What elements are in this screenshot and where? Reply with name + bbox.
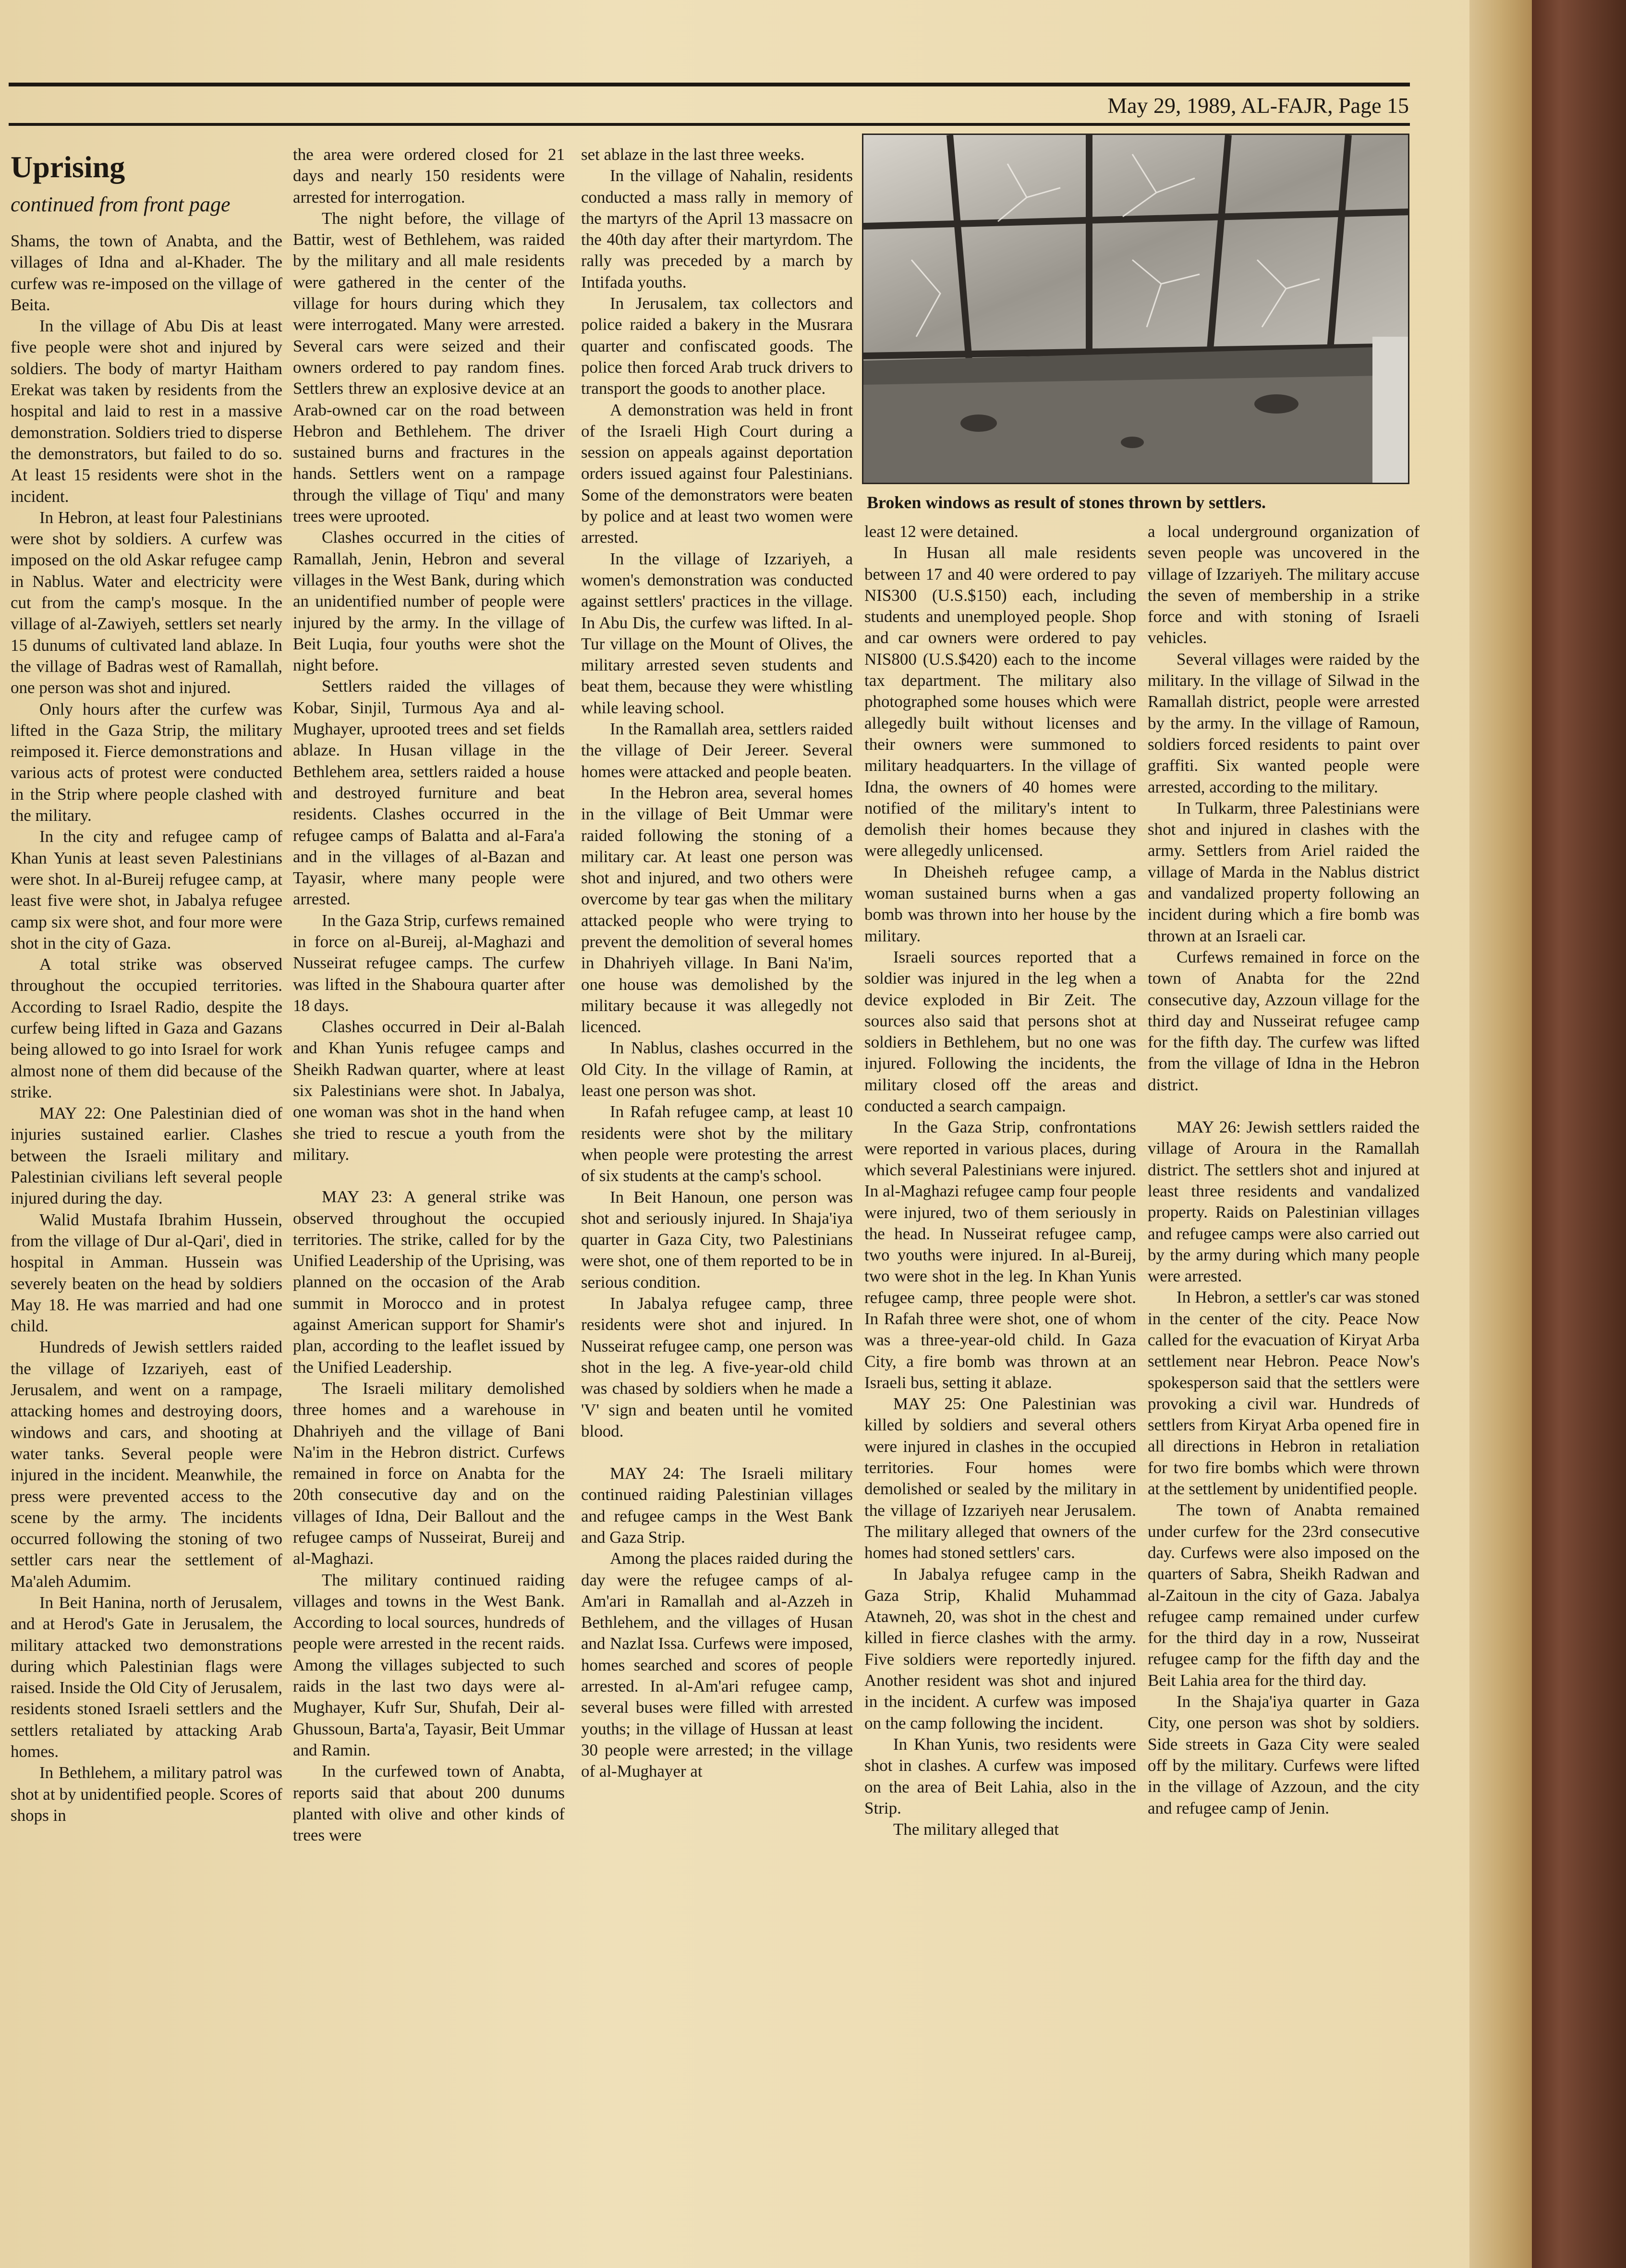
paragraph: In Jabalya refugee camp in the Gaza Strip, Khalid Muhammad Atawneh, 20, was shot in the chest and killed in fierce clashes with the army. Five soldiers were reportedly injured. Another resident was shot and injured in the incident. A curfew was imposed on the camp following the incident. <box>864 1564 1136 1732</box>
page-dateline: May 29, 1989, AL-FAJR, Page 15 <box>1107 93 1409 118</box>
paragraph: In Beit Hanoun, one person was shot and seriously injured. In Shaja'iya quarter in Gaza City, two Palestinians were shot, one of them reported to be in serious condition. <box>581 1187 853 1292</box>
paragraph: In Khan Yunis, two residents were shot in clashes. A curfew was imposed on the area of Beit Lahia, also in the Strip. <box>864 1734 1136 1817</box>
paragraph: set ablaze in the last three weeks. <box>581 145 805 164</box>
paragraph: Settlers raided the villages of Kobar, Sinjil, Turmous Aya and al-Mughayer, uprooted trees and set fields ablaze. In Husan village in the Bethlehem area, settlers raided a house and destroyed furniture and beat residents. Clashes occurred in the refugee camps of Balatta and al-Fara'a and in the villages of al-Bazan and Tayasir, where many people were arrested. <box>293 677 565 909</box>
paragraph: In the Ramallah area, settlers raided the village of Deir Jereer. Several homes were attacked and people beaten. <box>581 719 853 781</box>
paragraph: MAY 25: One Palestinian was killed by soldiers and several others were injured in clashes in the occupied territories. Four homes were demolished or sealed by the military in the village of Izzariyeh near Jerusalem. The military alleged that owners of the homes had stoned settlers' cars. <box>864 1394 1136 1562</box>
article-column-1 <box>11 144 282 2205</box>
paragraph: In the village of Abu Dis at least five people were shot and injured by soldiers. The body of martyr Haitham Erekat was taken by residents from the hospital and laid to rest in a massive demonstration. Soldiers tried to disperse the demonstrators, but failed to do so. At least 15 residents were shot in the incident. <box>11 317 282 506</box>
article-column-4 <box>864 521 1136 2205</box>
paragraph: In the city and refugee camp of Khan Yunis at least seven Palestinians were shot. In al-Bureij refugee camp, at least five were shot, in Jabalya refugee camp six were shot, and four more were shot in the city of Gaza. <box>11 827 282 952</box>
paragraph: In Jabalya refugee camp, three residents were shot and injured. In Nusseirat refugee camp, one person was shot in the leg. A five-year-old child was chased by soldiers when he made a 'V' sign and beaten until he vomited blood. <box>581 1294 853 1440</box>
photo-broken-windows <box>862 134 1409 484</box>
paragraph: In Jerusalem, tax collectors and police raided a bakery in the Musrara quarter and confiscated goods. The police then forced Arab truck drivers to transport the goods to another place. <box>581 294 853 398</box>
paragraph: In the Hebron area, several homes in the village of Beit Ummar were raided following the stoning of a military car. At least one person was shot and injured, and two others were overcome by tear gas when the military attacked people who were trying to prevent the demolition of several homes in Dhahriyeh village. In Bani Na'im, one house was demolished by the military because it was allegedly not licenced. <box>581 783 853 1036</box>
paragraph: The Israeli military demolished three homes and a warehouse in Dhahriyeh and the village of Bani Na'im in the Hebron district. Curfews remained in force on Anabta for the 20th consecutive day and on the villages of Idna, Deir Ballout and the refugee camps of Nusseirat, Bureij and al-Maghazi. <box>293 1378 565 1568</box>
paragraph: In Husan all male residents between 17 and 40 were ordered to pay NIS300 (U.S.$150) each, including students and unemployed people. Shop and car owners were ordered to pay NIS800 (U.S.$420) each to the income tax department. The military also photographed some houses which were allegedly built without licenses and their owners were summoned to military headquarters. In the village of Idna, the owners of 40 homes were notified of the military's intent to demolish their homes because they were allegedly unlicensed. <box>864 543 1136 860</box>
paragraph: the area were ordered closed for 21 days and nearly 150 residents were arrested for interrogation. <box>293 145 565 207</box>
paragraph: In the Gaza Strip, confrontations were reported in various places, during which several Palestinians were injured. In al-Maghazi refugee camp four people were injured, two of them seriously in the head. In Nusseirat refugee camp, two youths were injured. In al-Bureij, two were shot in the leg. In Khan Yunis refugee camp, three people were shot. In Rafah three were shot, one of whom was a three-year-old child. In Gaza City, a fire bomb was thrown at an Israeli bus, setting it ablaze. <box>864 1118 1136 1392</box>
paragraph: In the Shaja'iya quarter in Gaza City, one person was shot by soldiers. Side streets in Gaza City were sealed off by the military. Curfews were lifted in the village of Azzoun, and the city and refugee camp of Jenin. <box>1148 1692 1420 1817</box>
paragraph: In Dheisheh refugee camp, a woman sustained burns when a gas bomb was thrown into her house by the military. <box>864 862 1136 945</box>
paragraph: MAY 23: A general strike was observed throughout the occupied territories. The strike, called for by the Unified Leadership of the Uprising, was planned on the occasion of the Arab summit in Morocco and in protest against American support for Shamir's plan, according to the leaflet issued by the Unified Leadership. <box>293 1187 565 1377</box>
paragraph: Hundreds of Jewish settlers raided the village of Izzariyeh, east of Jerusalem, and went on a rampage, attacking homes and destroying doors, windows and cars, and shooting at water tanks. Several people were injured in the incident. Meanwhile, the press were prevented access to the scene by the army. The incidents occurred following the stoning of two settler cars near the settlement of Ma'aleh Adumim. <box>11 1338 282 1591</box>
paragraph: In Nablus, clashes occurred in the Old City. In the village of Ramin, at least one person was shot. <box>581 1038 853 1100</box>
paragraph: A demonstration was held in front of the Israeli High Court during a session on appeals against deportation orders issued against four Palestinians. Some of the demonstrators were beaten by police and at least two women were arrested. <box>581 400 853 547</box>
paragraph: The town of Anabta remained under curfew for the 23rd consecutive day. Curfews were also imposed on the quarters of Sabra, Sheikh Radwan and al-Zaitoun in the city of Gaza. Jabalya refugee camp remained under curfew for the third day in a row, Nusseirat refugee camp for the fifth day and the Beit Lahia area for the third day. <box>1148 1500 1420 1690</box>
paragraph: In Beit Hanina, north of Jerusalem, and at Herod's Gate in Jerusalem, the military attacked two demonstrations during which Palestinian flags were raised. Inside the Old City of Jerusalem, residents stoned Israeli settlers and the settlers retaliated by attacking Arab homes. <box>11 1593 282 1761</box>
paragraph: In the curfewed town of Anabta, reports said that about 200 dunums planted with olive and other kinds of trees were <box>293 1762 565 1845</box>
article-column-3 <box>581 144 853 2205</box>
paragraph: In Tulkarm, three Palestinians were shot and injured in clashes with the army. Settlers from Ariel raided the village of Marda in the Nablus district and vandalized property following an incident during which a fire bomb was thrown at an Israeli car. <box>1148 798 1420 945</box>
article-column-2 <box>293 144 565 2205</box>
paragraph: least 12 were detained. <box>864 522 1019 541</box>
photo-caption: Broken windows as result of stones thrown by settlers. <box>867 493 1266 512</box>
paragraph: In the village of Nahalin, residents conducted a mass rally in memory of the martyrs of the April 13 massacre on the 40th day after their martyrdom. The rally was preceded by a march by Intifada youths. <box>581 166 853 292</box>
paragraph: In Hebron, at least four Palestinians were shot by soldiers. A curfew was imposed on the old Askar refugee camp in Nablus. Water and electricity were cut from the camp's mosque. In the village of al-Zawiyeh, settlers set nearly 15 dunums of cultivated land ablaze. In the village of Badras west of Ramallah, one person was shot and injured. <box>11 508 282 697</box>
paragraph: a local underground organization of seven people was uncovered in the village of Izzariyeh. The military accuse the seven of membership in a strike force and with stoning of Israeli vehicles. <box>1148 522 1420 647</box>
book-cover-edge <box>1532 0 1626 2268</box>
header-rule <box>9 123 1410 126</box>
paragraph: The night before, the village of Battir, west of Bethlehem, was raided by the military and all male residents were gathered in the center of the village for hours during which they were interrogated. Many were arrested. Several cars were seized and their owners ordered to pay random fines. Settlers threw an explosive device at an Arab-owned car on the road between Hebron and Bethlehem. The driver sustained burns and fractures in the hands. Settlers went on a rampage through the village of Tiqu' and many trees were uprooted. <box>293 208 565 526</box>
paragraph: Several villages were raided by the military. In the village of Silwad in the Ramallah district, people were arrested by the army. In the village of Ramoun, soldiers forced residents to paint over graffiti. Six wanted people were arrested, according to the military. <box>1148 649 1420 796</box>
paragraph: In Bethlehem, a military patrol was shot at by unidentified people. Scores of shops in <box>11 1763 282 1825</box>
paragraph: Clashes occurred in Deir al-Balah and Khan Yunis refugee camps and Sheikh Radwan quarter, where at least six Palestinians were shot. In Jabalya, one woman was shot in the hand when she tried to rescue a youth from the military. <box>293 1017 565 1164</box>
paragraph: Walid Mustafa Ibrahim Hussein, from the village of Dur al-Qari', died in hospital in Amman. Hussein was severely beaten on the head by soldiers May 18. He was married and had one child. <box>11 1210 282 1336</box>
paragraph: Shams, the town of Anabta, and the villages of Idna and al-Khader. The curfew was re-imposed on the village of Beita. <box>11 232 282 314</box>
paragraph: In Hebron, a settler's car was stoned in the center of the city. Peace Now called for the evacuation of Kiryat Arba settlement near Hebron. Peace Now's spokesperson said that the settlers were provoking a civil war. Hundreds of settlers from Kiryat Arba opened fire in all directions in Hebron in retaliation for two fire bombs which were thrown at the settlement by unidentified people. <box>1148 1288 1420 1499</box>
paragraph: Curfews remained in force on the town of Anabta for the 22nd consecutive day, Azzoun village for the third day and Nusseirat refugee camp for the fifth day. The curfew was lifted from the village of Idna in the Hebron district. <box>1148 947 1420 1094</box>
window-illustration <box>863 135 1409 484</box>
article-kicker: Uprising <box>11 150 125 184</box>
paragraph: A total strike was observed throughout the occupied territories. According to Israel Radio, despite the curfew being lifted in Gaza and Gazans being allowed to go into Israel for work almost none of them did because of the strike. <box>11 955 282 1101</box>
paragraph: In the Gaza Strip, curfews remained in force on al-Bureij, al-Maghazi and Nusseirat refugee camps. The curfew was lifted in the Shaboura quarter after 18 days. <box>293 911 565 1015</box>
paragraph: MAY 22: One Palestinian died of injuries sustained earlier. Clashes between the Israeli military and Palestinian civilians left several people injured during the day. <box>11 1104 282 1208</box>
paragraph: In Rafah refugee camp, at least 10 residents were shot by the military when people were protesting the arrest of six students at the camp's school. <box>581 1102 853 1185</box>
paragraph: Israeli sources reported that a soldier was injured in the leg when a device exploded in Bir Zeit. The sources also said that persons shot at soldiers in Bethlehem, but no one was injured. Following the incidents, the military closed off the areas and conducted a search campaign. <box>864 947 1136 1116</box>
paragraph: The military alleged that <box>893 1820 1059 1839</box>
paragraph: MAY 24: The Israeli military continued raiding Palestinian villages and refugee camps in the West Bank and Gaza Strip. <box>581 1464 853 1547</box>
paragraph: In the village of Izzariyeh, a women's demonstration was conducted against settlers' practices in the village. In Abu Dis, the curfew was lifted. In al-Tur village on the Mount of Olives, the military arrested seven students and beat them, because they were whistling while leaving school. <box>581 549 853 717</box>
article-deck: continued from front page <box>11 193 231 216</box>
paragraph: The military continued raiding villages and towns in the West Bank. According to local sources, hundreds of people were arrested in the recent raids. Among the villages subjected to such raids in the last two days were al-Mughayer, Kufr Sur, Shufah, Deir al-Ghussoun, Barta'a, Tayasir, Beit Ummar and Ramin. <box>293 1570 565 1759</box>
paragraph: Among the places raided during the day were the refugee camps of al-Am'ari in Ramallah and al-Azzeh in Bethlehem, and the villages of Husan and Nazlat Issa. Curfews were imposed, homes searched and scores of people arrested. In al-Am'ari refugee camp, several buses were filled with arrested youths; in the village of Hussan at least 30 people were arrested; in the village of al-Mughayer at <box>581 1549 853 1781</box>
paragraph: Clashes occurred in the cities of Ramallah, Jenin, Hebron and several villages in the West Bank, during which an unidentified number of people were injured by the army. In the village of Beit Luqia, four youths were shot the night before. <box>293 528 565 675</box>
binding-spine <box>1469 0 1532 2268</box>
paragraph: Only hours after the curfew was lifted in the Gaza Strip, the military reimposed it. Fierce demonstrations and various acts of protest were conducted in the Strip where people clashed with the military. <box>11 699 282 825</box>
paragraph: MAY 26: Jewish settlers raided the village of Aroura in the Ramallah district. The settlers shot and injured at least three residents and vandalized property. Raids on Palestinian villages and refugee camps were also carried out by the army during which many people were arrested. <box>1148 1118 1420 1286</box>
top-rule <box>9 83 1410 86</box>
article-column-5 <box>1148 521 1420 2205</box>
